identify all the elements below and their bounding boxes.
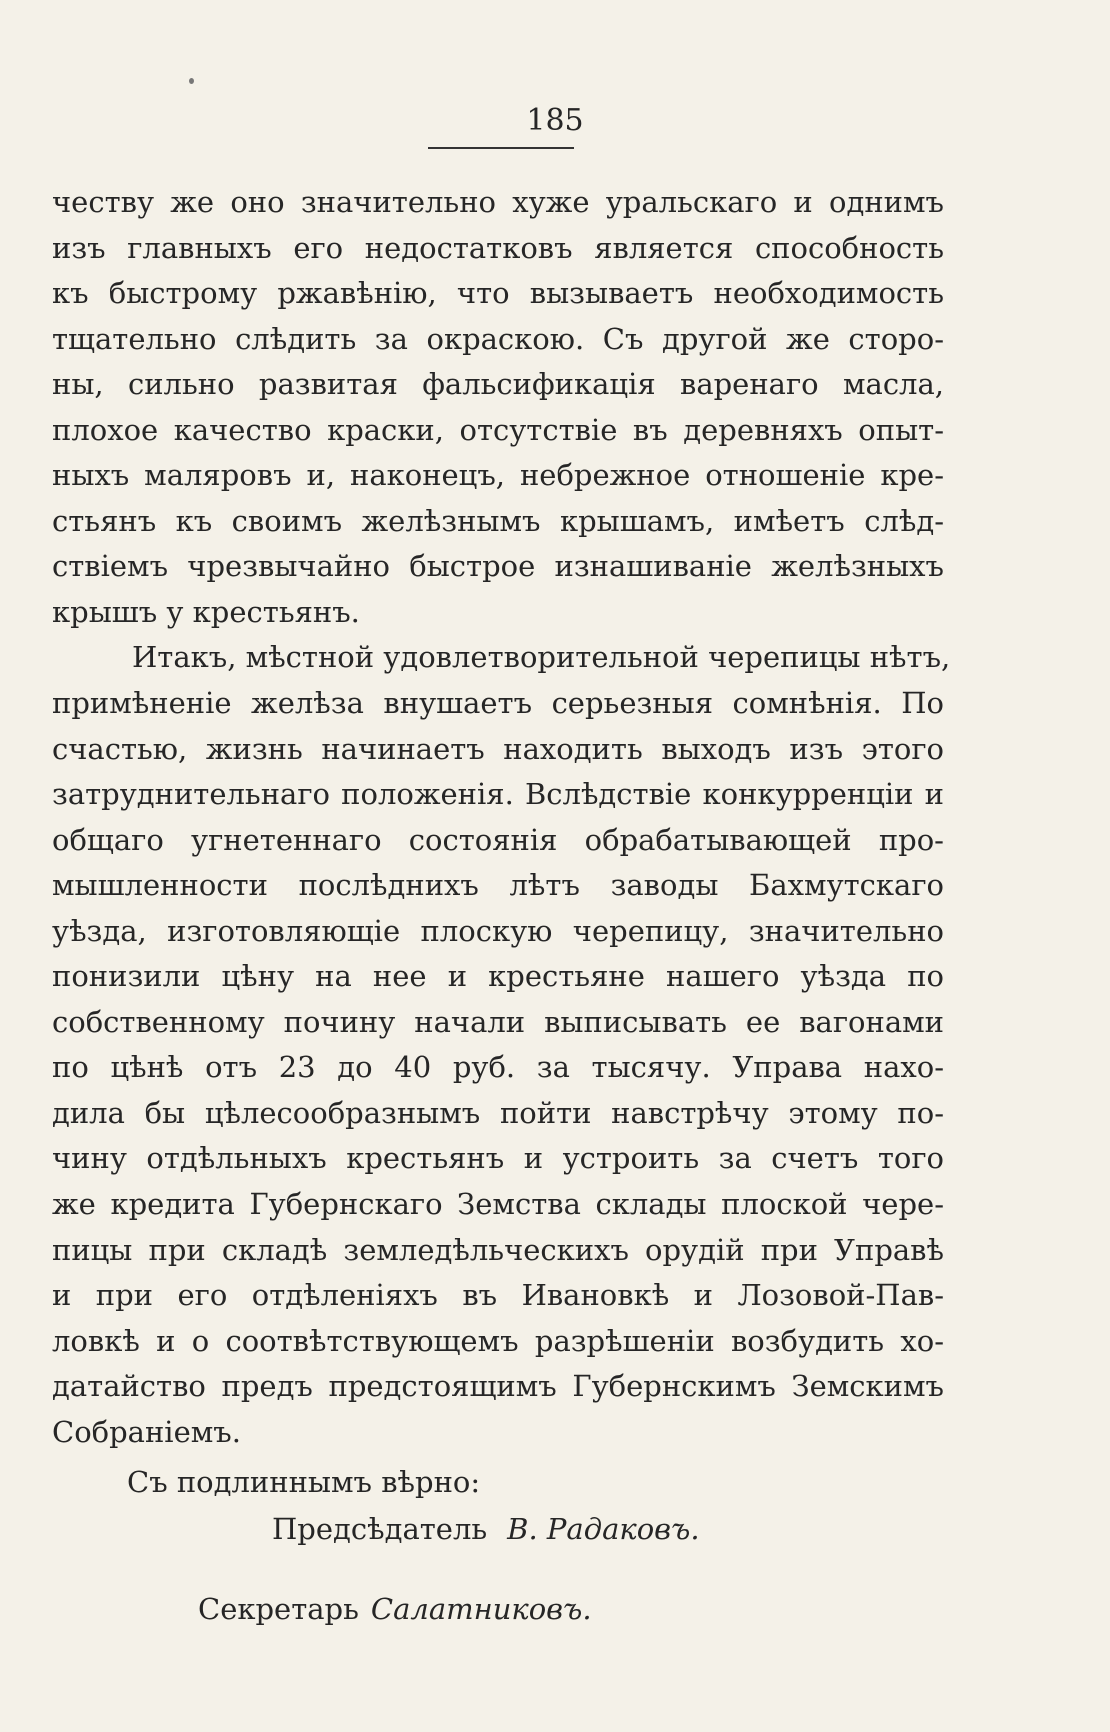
chairman-title: Предсѣдатель xyxy=(272,1512,488,1546)
text-line: къ быстрому ржавѣнію, что вызываетъ необходимость xyxy=(52,276,944,311)
text-line: тщательно слѣдить за окраскою. Съ другой же сторо- xyxy=(52,321,944,356)
text-line: ловкѣ и о соотвѣтствующемъ разрѣшеніи возбудить хо- xyxy=(52,1323,944,1358)
body-text xyxy=(52,180,951,1455)
chairman-name: В. Радаковъ. xyxy=(507,1512,700,1546)
text-line: датайство предъ предстоящимъ Губернскимъ Земскимъ xyxy=(52,1369,944,1404)
text-line: затруднительнаго положенія. Вслѣдствіе конкурренціи и xyxy=(52,777,944,812)
text-line: ствіемъ чрезвычайно быстрое изнашиваніе желѣзныхъ xyxy=(52,549,944,584)
text-line: Итакъ, мѣстной удовлетворительной черепицы нѣтъ, xyxy=(132,640,951,675)
text-line: же кредита Губернскаго Земства склады плоской чере- xyxy=(52,1187,944,1222)
text-line: по цѣнѣ отъ 23 до 40 руб. за тысячу. Управа нахо- xyxy=(52,1050,944,1085)
text-line: стьянъ къ своимъ желѣзнымъ крышамъ, имѣетъ слѣд- xyxy=(52,503,944,538)
page-number-rule xyxy=(428,147,574,149)
secretary-title: Секретарь xyxy=(198,1592,359,1626)
text-line: уѣзда, изготовляющіе плоскую черепицу, значительно xyxy=(52,913,944,948)
text-line: крышъ у крестьянъ. xyxy=(52,594,360,629)
text-line: Собраніемъ. xyxy=(52,1414,241,1449)
ink-speck xyxy=(189,78,194,84)
text-line: общаго угнетеннаго состоянія обрабатывающей про- xyxy=(52,822,944,857)
text-line: чину отдѣльныхъ крестьянъ и устроить за счетъ того xyxy=(52,1141,944,1176)
text-line: примѣненіе желѣза внушаетъ серьезныя сомнѣнія. По xyxy=(52,686,944,721)
text-line: ны, сильно развитая фальсификація варенаго масла, xyxy=(52,367,944,402)
chairman-signature xyxy=(272,1509,700,1549)
text-line: и при его отдѣленіяхъ въ Ивановкѣ и Лозовой-Пав- xyxy=(52,1278,944,1313)
attestation-line: Съ подлиннымъ вѣрно: xyxy=(127,1465,481,1499)
text-line: ныхъ маляровъ и, наконецъ, небрежное отношеніе кре- xyxy=(52,458,944,493)
text-line: дила бы цѣлесообразнымъ пойти навстрѣчу этому по- xyxy=(52,1095,944,1130)
secretary-signature xyxy=(198,1589,592,1629)
text-line: понизили цѣну на нее и крестьяне нашего уѣзда по xyxy=(52,959,944,994)
secretary-name: Салатниковъ. xyxy=(370,1592,592,1626)
text-line: пицы при складѣ земледѣльческихъ орудій при Управѣ xyxy=(52,1232,944,1267)
text-line: собственному почину начали выписывать ее вагонами xyxy=(52,1004,944,1039)
text-line: изъ главныхъ его недостатковъ является способность xyxy=(52,230,944,265)
text-line: счастью, жизнь начинаетъ находить выходъ изъ этого xyxy=(52,731,944,766)
page-number: 185 xyxy=(526,103,584,138)
text-line: плохое качество краски, отсутствіе въ деревняхъ опыт- xyxy=(52,412,944,447)
text-line: честву же оно значительно хуже уральскаго и однимъ xyxy=(52,185,944,219)
text-line: мышленности послѣднихъ лѣтъ заводы Бахмутскаго xyxy=(52,868,944,903)
